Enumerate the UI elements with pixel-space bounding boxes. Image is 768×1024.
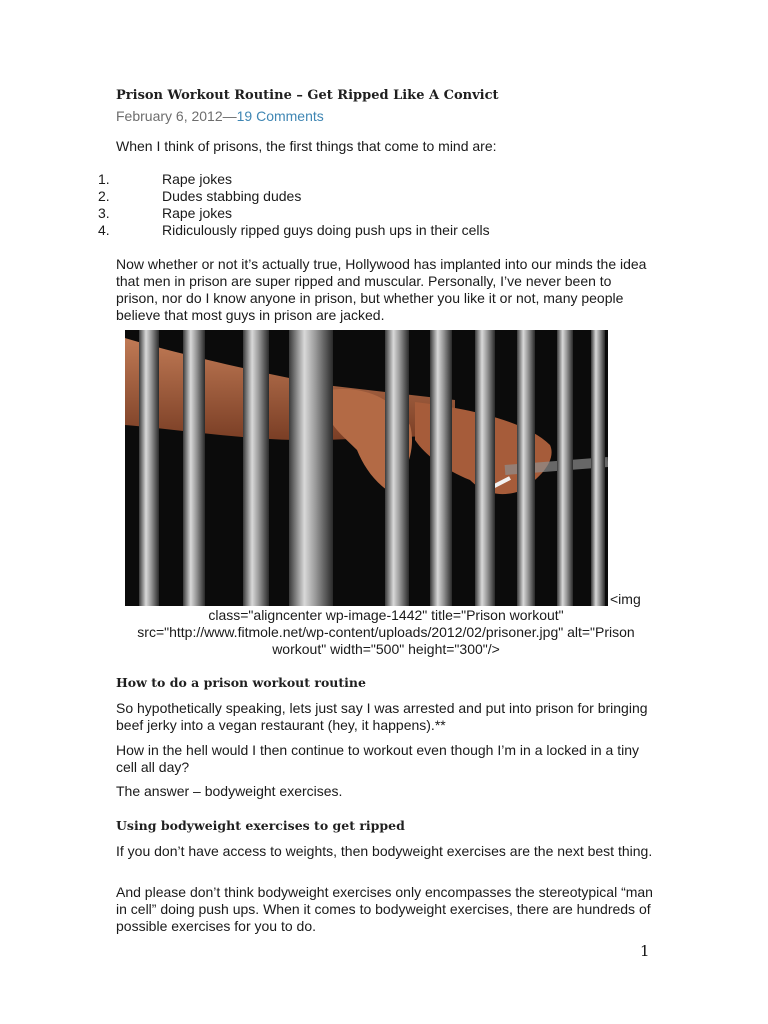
list-text: Rape jokes [162,205,233,221]
list-text: Ridiculously ripped guys doing push ups in their cells [162,222,490,238]
post-date: February 6, 2012— [116,108,237,124]
post-title: Prison Workout Routine – Get Ripped Like A Convict [116,88,499,103]
list-number: 1. [98,171,110,187]
hypothetical-paragraph: So hypothetically speaking, lets just say I was arrested and put into prison for bringing beef jerky into a vegan restaurant (hey, it happens).** [116,700,648,733]
img-tag-start: <img [610,591,641,607]
page-number: 1 [640,942,650,960]
list-number: 2. [98,188,110,204]
section-heading-1: How to do a prison workout routine [116,675,366,690]
list-number: 4. [98,222,110,238]
answer-paragraph: The answer – bodyweight exercises. [116,783,343,799]
list-text: Dudes stabbing dudes [162,188,302,204]
list-text: Rape jokes [162,171,233,187]
post-dateline [116,108,324,124]
hollywood-paragraph: Now whether or not it’s actually true, Hollywood has implanted into our minds the idea that men in prison are super ripped and muscular. Personally, I’ve never been to prison, nor do I know anyone in prison, but whether you like it or not, many people believe that most guys in prison are jacked. [116,256,647,323]
intro-paragraph: When I think of prisons, the first things that come to mind are: [116,138,497,154]
weights-paragraph: If you don’t have access to weights, then bodyweight exercises are the next best thing. [116,843,653,859]
comments-link[interactable]: 19 Comments [236,108,324,124]
locked-cell-paragraph: How in the hell would I then continue to workout even though I’m in a locked in a tiny cell all day? [116,742,639,775]
list-number: 3. [98,205,110,221]
prison-bars-photo [125,330,608,606]
encompasses-paragraph: And please don’t think bodyweight exercises only encompasses the stereotypical “man in cell” doing push ups. When it comes to bodyweight exercises, there are hundreds of possible exercises for you to do. [116,884,653,934]
img-tag-text: class="aligncenter wp-image-1442" title="Prison workout" src="http://www.fitmole.net/wp-content/uploads/2012/02/prisoner.jpg" alt="Prison workout" width="500" height="300"/> [137,607,635,657]
section-heading-2: Using bodyweight exercises to get ripped [116,818,405,833]
